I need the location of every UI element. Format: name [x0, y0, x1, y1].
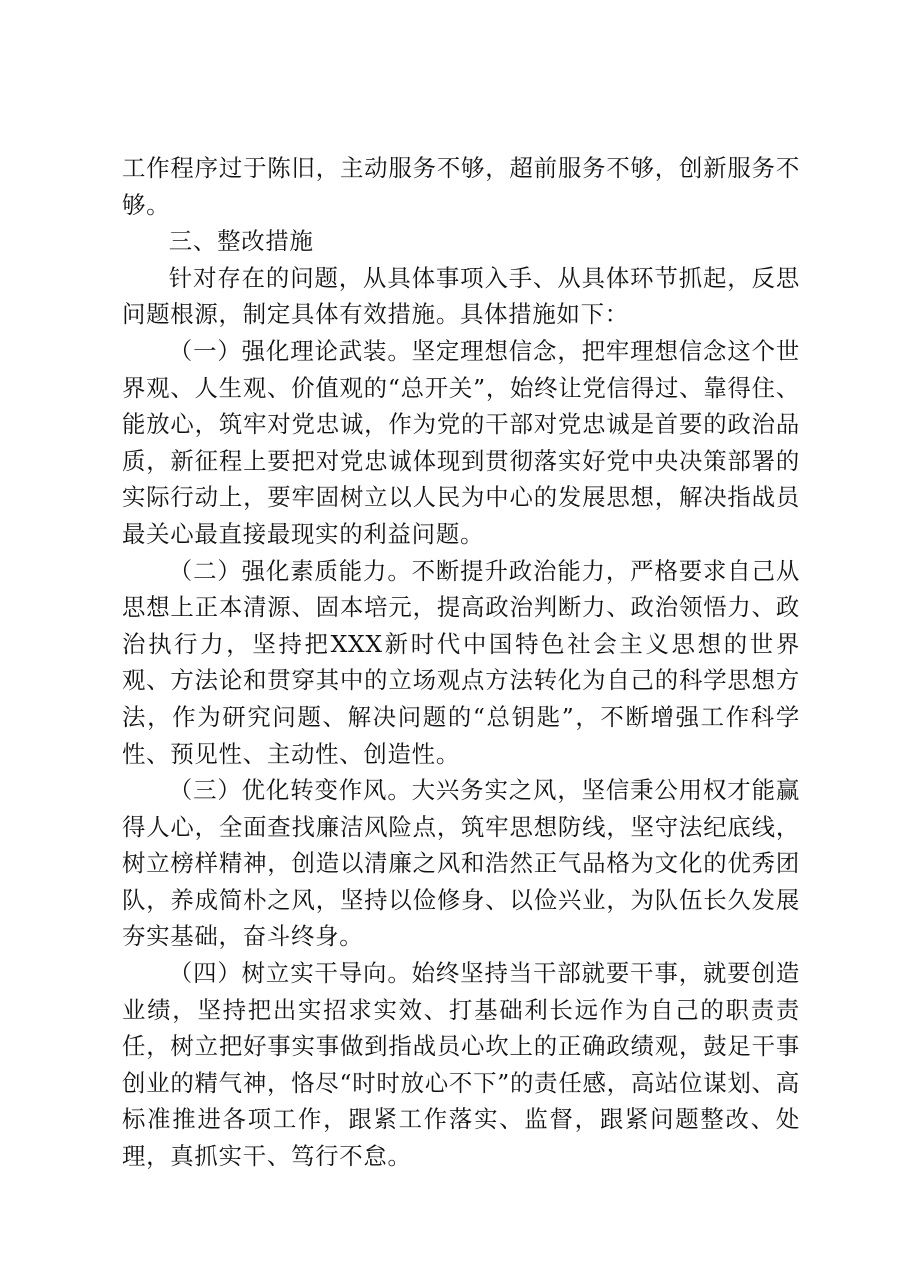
- paragraph-measure-2: （二）强化素质能力。不断提升政治能力，严格要求自己从思想上正本清源、固本培元，提高政治判断力、政治领悟力、政治执行力，坚持把XXX新时代中国特色社会主义思想的世界观、方法论和贯穿其中的立场观点方法转化为自己的科学思想方法，作为研究问题、解决问题的“总钥匙”，不断增强工作科学性、预见性、主动性、创造性。: [122, 556, 800, 768]
- paragraph-intro: 针对存在的问题，从具体事项入手、从具体环节抓起，反思问题根源，制定具体有效措施。具体措施如下：: [122, 263, 800, 329]
- section-heading-rectification: 三、整改措施: [168, 227, 314, 256]
- paragraph-measure-1: （一）强化理论武装。坚定理想信念，把牢理想信念这个世界观、人生观、价值观的“总开关”，始终让党信得过、靠得住、能放心，筑牢对党忠诚，作为党的干部对党忠诚是首要的政治品质，新征程上要把对党忠诚体现到贯彻落实好党中央决策部署的实际行动上，要牢固树立以人民为中心的发展思想，解决指战员最关心最直接最现实的利益问题。: [122, 336, 800, 548]
- document-page: [122, 150, 800, 1175]
- paragraph-continuation: 工作程序过于陈旧，主动服务不够，超前服务不够，创新服务不够。: [122, 154, 800, 219]
- paragraph-measure-4: （四）树立实干导向。始终坚持当干部就要干事，就要创造业绩，坚持把出实招求实效、打基础利长远作为自己的职责责任，树立把好事实事做到指战员心坎上的正确政绩观，鼓足干事创业的精气神，恪尽“时时放心不下”的责任感，高站位谋划、高标准推进各项工作，跟紧工作落实、监督，跟紧问题整改、处理，真抓实干、笃行不怠。: [122, 959, 800, 1171]
- paragraph-measure-3: （三）优化转变作风。大兴务实之风，坚信秉公用权才能赢得人心，全面查找廉洁风险点，筑牢思想防线，坚守法纪底线，树立榜样精神，创造以清廉之风和浩然正气品格为文化的优秀团队，养成简朴之风，坚持以俭修身、以俭兴业，为队伍长久发展夯实基础，奋斗终身。: [122, 776, 800, 951]
